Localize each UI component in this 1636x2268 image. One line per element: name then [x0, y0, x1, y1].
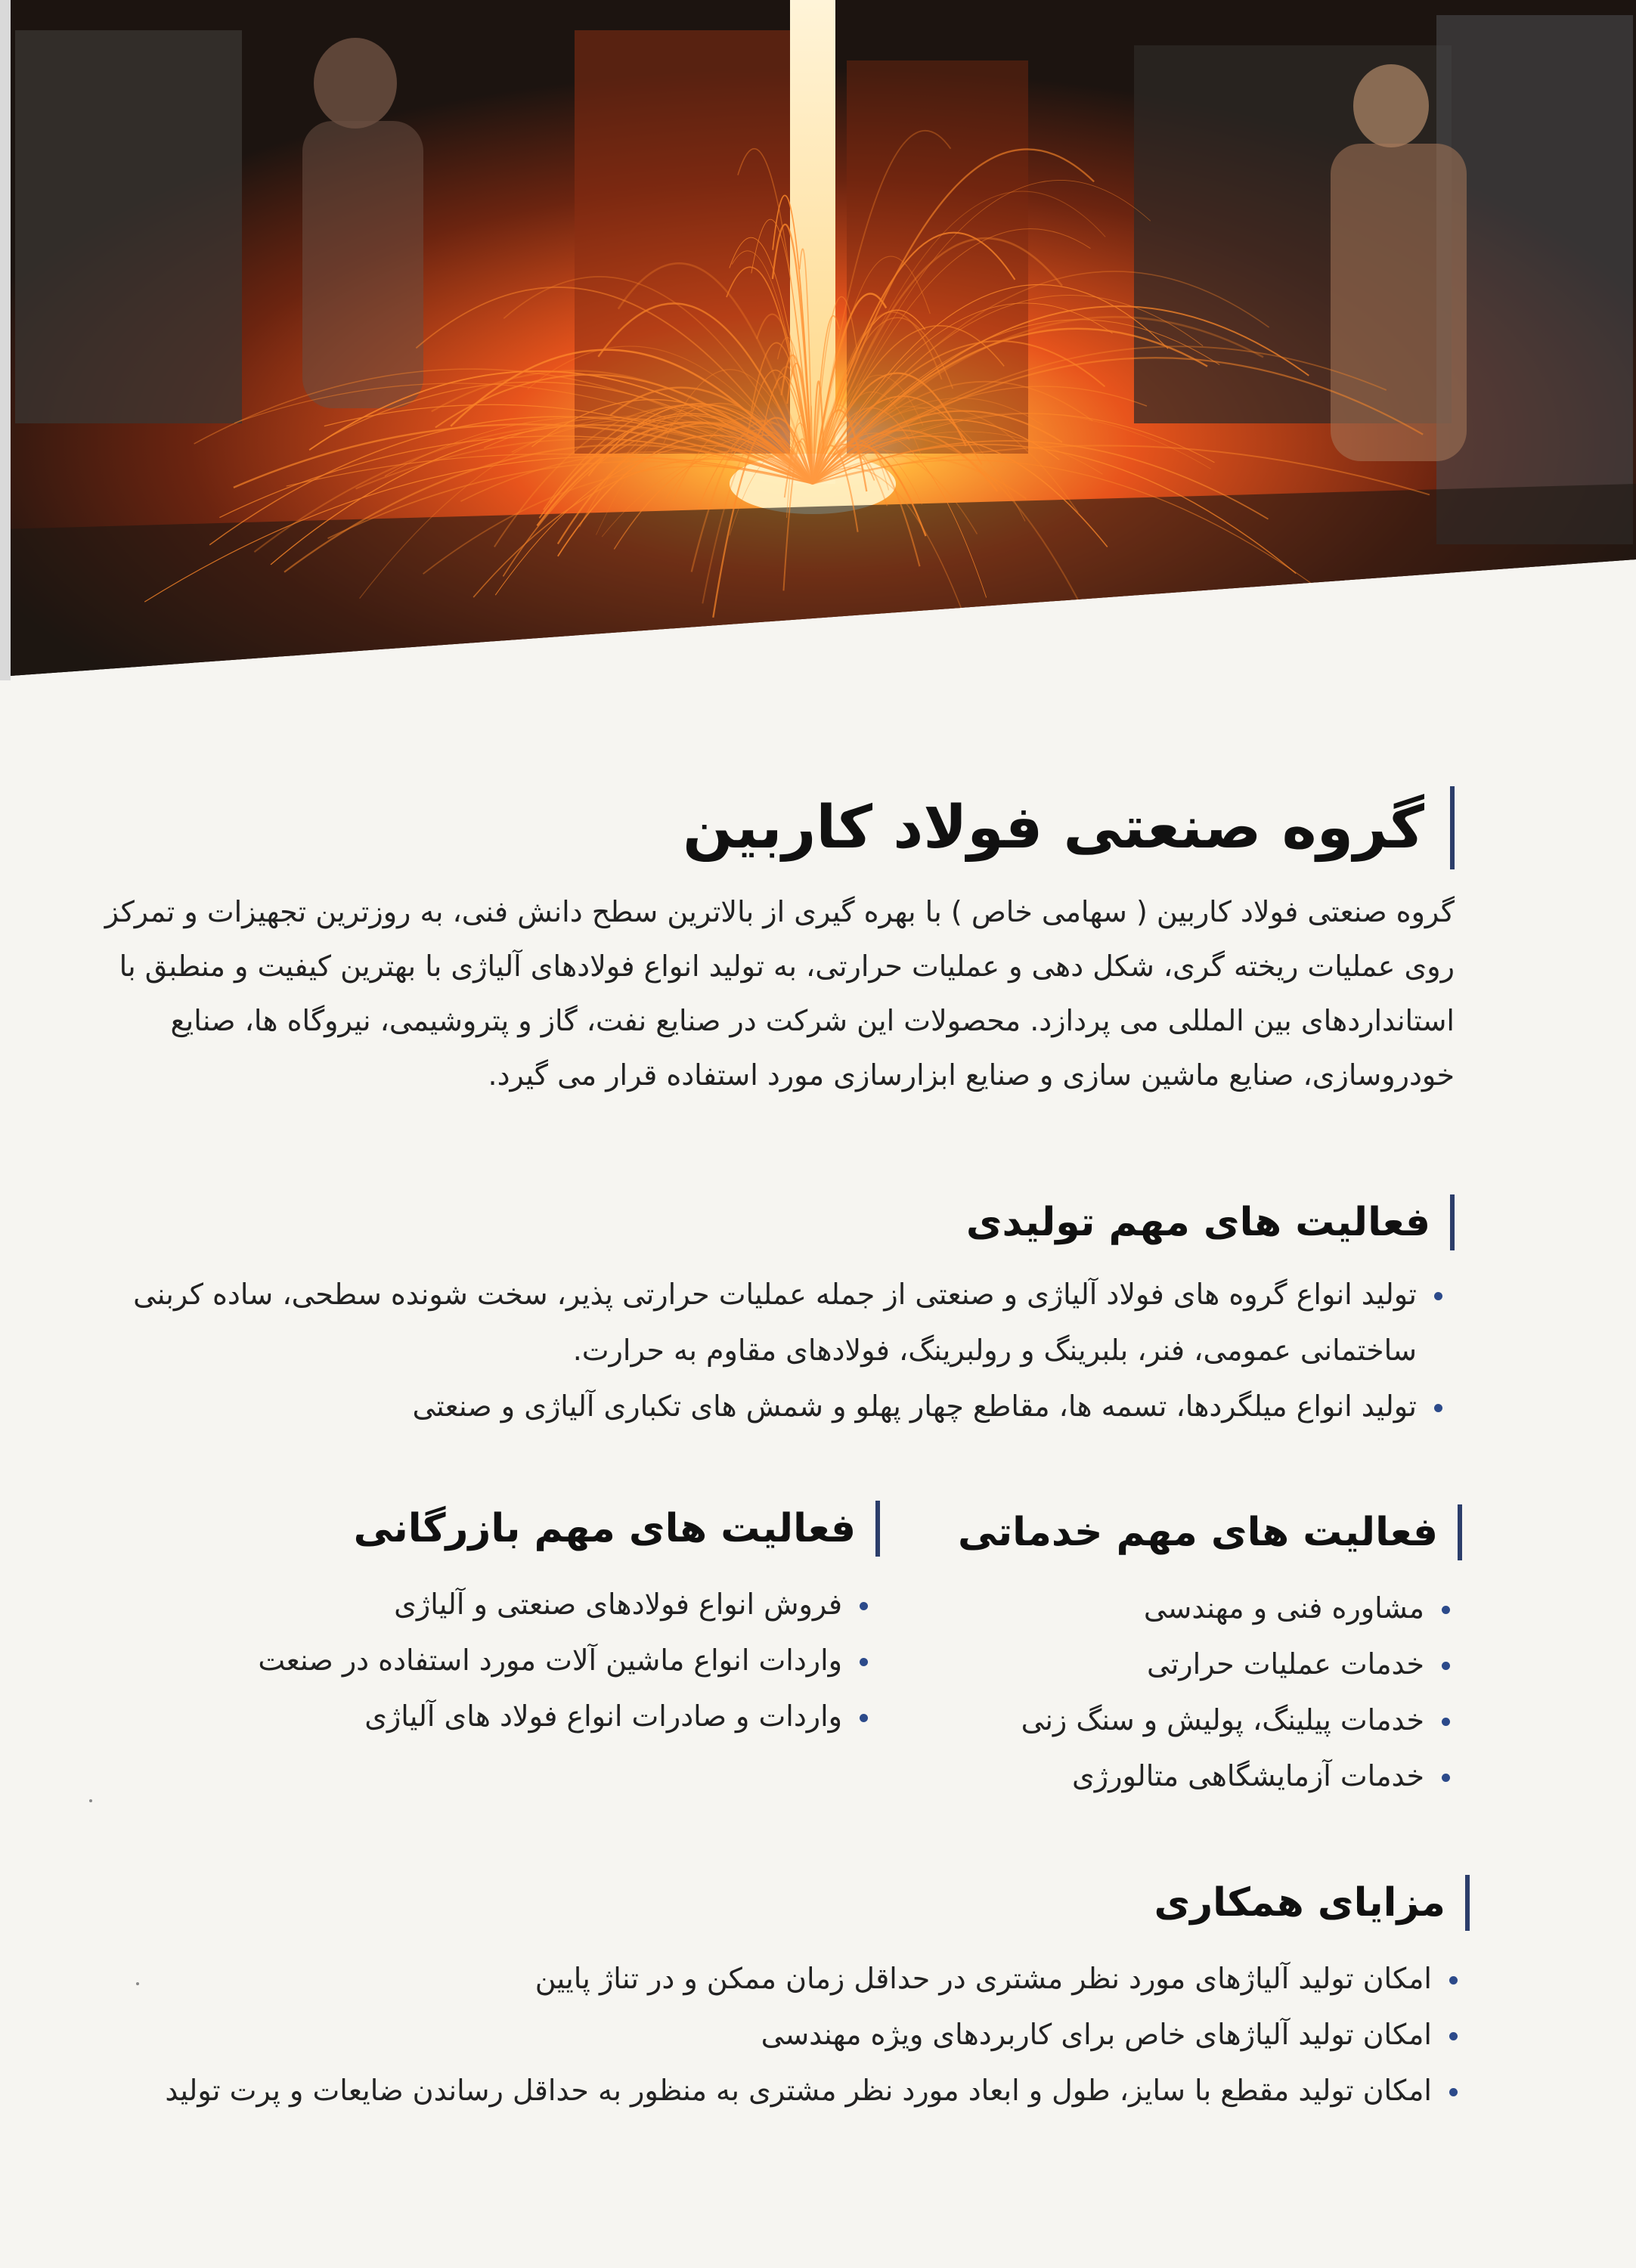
commerce-heading: فعالیت های مهم بازرگانی — [353, 1506, 856, 1551]
production-list — [94, 1266, 1447, 1434]
advantages-list — [79, 1950, 1462, 2118]
title-block — [547, 786, 1455, 869]
production-accent-bar — [1450, 1194, 1455, 1250]
list-item: تولید انواع میلگردها، تسمه ها، مقاطع چهار پهلو و شمش های تکباری آلیاژی و صنعتی — [94, 1378, 1447, 1434]
services-heading: فعالیت های مهم خدماتی — [958, 1510, 1438, 1555]
list-item: واردات انواع ماشین آلات مورد استفاده در صنعت — [192, 1632, 872, 1688]
scan-speck — [136, 1982, 139, 1985]
services-list — [880, 1580, 1455, 1804]
list-item: واردات و صادرات انواع فولاد های آلیاژی — [192, 1688, 872, 1744]
scan-speck — [89, 1799, 92, 1802]
commerce-accent-bar — [875, 1501, 880, 1557]
list-item: خدمات آزمایشگاهی متالورژی — [880, 1748, 1455, 1804]
list-item: امکان تولید مقطع با سایز، طول و ابعاد مورد نظر مشتری به منظور به حداقل رساندن ضایعات و پرت تولید — [79, 2062, 1462, 2118]
commerce-section-heading — [354, 1501, 880, 1557]
list-item: فروش انواع فولادهای صنعتی و آلیاژی — [192, 1576, 872, 1632]
production-section-heading — [966, 1194, 1455, 1250]
services-accent-bar — [1458, 1504, 1462, 1560]
list-item: خدمات پیلینگ، پولیش و سنگ زنی — [880, 1692, 1455, 1748]
title-accent-bar — [1450, 786, 1455, 869]
intro-paragraph: گروه صنعتی فولاد کاربین ( سهامی خاص ) با بهره گیری از بالاترین سطح دانش فنی، به روزترین تجهیزات و تمرکز روی عملیات ریخته گری، شکل دهی و عملیات حرارتی، به تولید انواع فولادهای آلیاژی با بهترین کیفیت و منطبق با استانداردهای بین المللی می پردازد. محصولات این شرکت در صنایع نفت، گاز و پتروشیمی، نیروگاه ها، صنایع خودروسازی، صنایع ماشین سازی و صنایع ابزارسازی مورد استفاده قرار می گیرد. — [104, 895, 1455, 1092]
list-item: مشاوره فنی و مهندسی — [880, 1580, 1455, 1636]
page-title: گروه صنعتی فولاد کاربین — [683, 794, 1424, 862]
list-item: خدمات عملیات حرارتی — [880, 1636, 1455, 1692]
advantages-section-heading — [1154, 1875, 1470, 1931]
commerce-list — [192, 1576, 872, 1744]
page-edge-shadow — [0, 0, 11, 680]
foundry-sparks-image — [0, 0, 1636, 680]
list-item: امکان تولید آلیاژهای خاص برای کاربردهای ویژه مهندسی — [79, 2006, 1462, 2062]
production-heading: فعالیت های مهم تولیدی — [965, 1200, 1430, 1245]
list-item: امکان تولید آلیاژهای مورد نظر مشتری در حداقل زمان ممکن و در تناژ پایین — [79, 1950, 1462, 2006]
hero-photo — [0, 0, 1636, 680]
list-item: تولید انواع گروه های فولاد آلیاژی و صنعتی از جمله عملیات حرارتی پذیر، سخت شونده سطحی، ساده کربنی ساختمانی عمومی، فنر، بلبرینگ و رولبرینگ، فولادهای مقاوم به حرارت. — [94, 1266, 1447, 1378]
services-section-heading — [958, 1504, 1462, 1560]
advantages-accent-bar — [1465, 1875, 1470, 1931]
advantages-heading: مزایای همکاری — [1154, 1880, 1445, 1926]
